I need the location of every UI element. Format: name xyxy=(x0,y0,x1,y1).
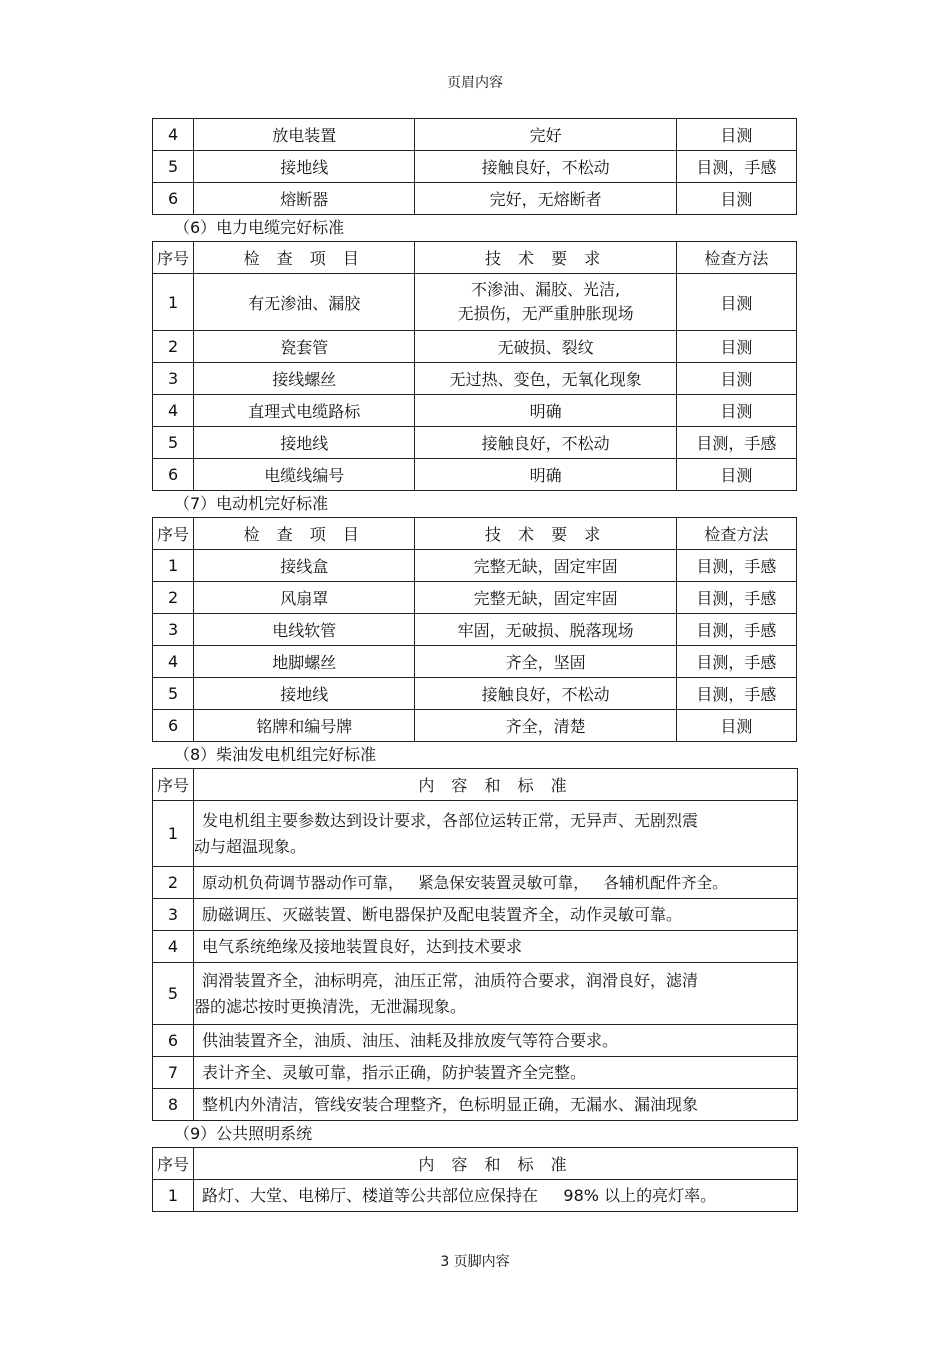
tech-requirement: 齐全，坚固 xyxy=(415,646,676,678)
row-number: 5 xyxy=(153,427,194,459)
row-number: 6 xyxy=(153,710,194,742)
header-no: 序号 xyxy=(153,518,194,550)
tech-requirement: 无过热、变色，无氧化现象 xyxy=(415,363,676,395)
table-row xyxy=(153,151,797,183)
table-row xyxy=(153,1057,798,1089)
check-method: 目测，手感 xyxy=(676,646,796,678)
table-row xyxy=(153,119,797,151)
table-row xyxy=(153,1180,798,1212)
check-item: 电缆线编号 xyxy=(194,459,415,491)
check-item: 风扇罩 xyxy=(194,582,415,614)
check-method: 目测 xyxy=(676,274,796,331)
check-method: 目测，手感 xyxy=(676,614,796,646)
table-row xyxy=(153,183,797,215)
row-number: 1 xyxy=(153,550,194,582)
header-no: 序号 xyxy=(153,242,194,274)
section-title-diesel-generator: （8）柴油发电机组完好标准 xyxy=(174,745,377,764)
row-number: 4 xyxy=(153,395,194,427)
section-title-public-lighting: （9）公共照明系统 xyxy=(174,1124,313,1143)
table-row xyxy=(153,614,797,646)
row-number: 4 xyxy=(153,931,194,963)
row-number: 5 xyxy=(153,151,194,183)
table-row xyxy=(153,331,797,363)
row-number: 2 xyxy=(153,582,194,614)
tech-requirement: 明确 xyxy=(415,395,676,427)
check-item: 接线盒 xyxy=(194,550,415,582)
tech-requirement: 完整无缺，固定牢固 xyxy=(415,550,676,582)
table-row xyxy=(153,363,797,395)
table-row xyxy=(153,582,797,614)
standard-content: 表计齐全、灵敏可靠，指示正确，防护装置齐全完整。 xyxy=(194,1057,798,1089)
table-row xyxy=(153,931,798,963)
row-number: 1 xyxy=(153,274,194,331)
tech-requirement: 接触良好，不松动 xyxy=(415,151,676,183)
table-row xyxy=(153,646,797,678)
section-title-cable: （6）电力电缆完好标准 xyxy=(174,218,345,237)
tech-requirement: 完好，无熔断者 xyxy=(415,183,676,215)
check-item: 地脚螺丝 xyxy=(194,646,415,678)
row-number: 5 xyxy=(153,678,194,710)
check-item: 铭牌和编号牌 xyxy=(194,710,415,742)
table-row xyxy=(153,427,797,459)
check-item: 熔断器 xyxy=(194,183,415,215)
row-number: 2 xyxy=(153,867,194,899)
table-cable-standard xyxy=(152,241,797,491)
header-content: 内 容 和 标 准 xyxy=(194,769,798,801)
header-item: 检 查 项 目 xyxy=(194,242,415,274)
requirement-line: 不渗油、漏胶、光洁, xyxy=(471,280,621,299)
row-number: 4 xyxy=(153,646,194,678)
content-line: 动与超温现象。 xyxy=(194,836,307,856)
tech-requirement xyxy=(415,274,676,331)
row-number: 8 xyxy=(153,1089,194,1121)
row-number: 4 xyxy=(153,119,194,151)
check-item: 有无渗油、漏胶 xyxy=(194,274,415,331)
table-diesel-generator-standard xyxy=(152,768,798,1121)
tech-requirement: 完好 xyxy=(415,119,676,151)
header-no: 序号 xyxy=(153,769,194,801)
content-line: 器的滤芯按时更换清洗，无泄漏现象。 xyxy=(194,996,467,1016)
check-method: 目测 xyxy=(676,183,796,215)
header-requirement: 技 术 要 求 xyxy=(415,518,676,550)
check-method: 目测，手感 xyxy=(676,550,796,582)
check-method: 目测 xyxy=(676,395,796,427)
check-method: 目测 xyxy=(676,459,796,491)
tech-requirement: 明确 xyxy=(415,459,676,491)
table-header-row xyxy=(153,242,797,274)
standard-content xyxy=(194,963,798,1025)
content-line: 润滑装置齐全，油标明亮，油压正常，油质符合要求，润滑良好，滤清 xyxy=(202,970,699,990)
table-row xyxy=(153,899,798,931)
table-row xyxy=(153,801,798,867)
standard-content: 励磁调压、灭磁装置、断电器保护及配电装置齐全，动作灵敏可靠。 xyxy=(194,899,798,931)
standard-content: 供油装置齐全，油质、油压、油耗及排放废气等符合要求。 xyxy=(194,1025,798,1057)
table-header-row xyxy=(153,518,797,550)
tech-requirement: 完整无缺，固定牢固 xyxy=(415,582,676,614)
content-line: 发电机组主要参数达到设计要求，各部位运转正常，无异声、无剧烈震 xyxy=(202,810,699,830)
row-number: 3 xyxy=(153,614,194,646)
table-row xyxy=(153,963,798,1025)
row-number: 6 xyxy=(153,459,194,491)
table-row xyxy=(153,1089,798,1121)
row-number: 1 xyxy=(153,1180,194,1212)
table-row xyxy=(153,1025,798,1057)
page-footer: 3 页脚内容 xyxy=(440,1254,510,1270)
check-item: 接地线 xyxy=(194,427,415,459)
tech-requirement: 牢固，无破损、脱落现场 xyxy=(415,614,676,646)
check-method: 目测，手感 xyxy=(676,678,796,710)
check-item: 接地线 xyxy=(194,151,415,183)
check-item: 电线软管 xyxy=(194,614,415,646)
row-number: 6 xyxy=(153,183,194,215)
table-row xyxy=(153,550,797,582)
header-requirement: 技 术 要 求 xyxy=(415,242,676,274)
check-method: 目测 xyxy=(676,363,796,395)
header-method: 检查方法 xyxy=(676,518,796,550)
table-row xyxy=(153,459,797,491)
tech-requirement: 齐全，清楚 xyxy=(415,710,676,742)
requirement-line: 无损伤，无严重肿胀现场 xyxy=(457,304,634,323)
table-motor-standard xyxy=(152,517,797,742)
standard-content: 电气系统绝缘及接地装置良好，达到技术要求 xyxy=(194,931,798,963)
tech-requirement: 接触良好，不松动 xyxy=(415,427,676,459)
table-header-row xyxy=(153,1148,798,1180)
check-method: 目测，手感 xyxy=(676,427,796,459)
header-method: 检查方法 xyxy=(676,242,796,274)
row-number: 3 xyxy=(153,363,194,395)
table-row xyxy=(153,867,798,899)
table-row xyxy=(153,274,797,331)
standard-content: 路灯、大堂、电梯厅、楼道等公共部位应保持在 98% 以上的亮灯率。 xyxy=(194,1180,798,1212)
document-content xyxy=(152,118,797,1212)
standard-content xyxy=(194,801,798,867)
check-method: 目测 xyxy=(676,710,796,742)
check-item: 直理式电缆路标 xyxy=(194,395,415,427)
standard-content: 整机内外清洁，管线安装合理整齐，色标明显正确，无漏水、漏油现象 xyxy=(194,1089,798,1121)
check-item: 瓷套管 xyxy=(194,331,415,363)
row-number: 1 xyxy=(153,801,194,867)
section-title-motor: （7）电动机完好标准 xyxy=(174,494,329,513)
check-item: 放电装置 xyxy=(194,119,415,151)
check-method: 目测 xyxy=(676,331,796,363)
tech-requirement: 无破损、裂纹 xyxy=(415,331,676,363)
table-row xyxy=(153,710,797,742)
table-header-row xyxy=(153,769,798,801)
header-content: 内 容 和 标 准 xyxy=(194,1148,798,1180)
table-public-lighting-standard xyxy=(152,1147,798,1212)
check-item: 接线螺丝 xyxy=(194,363,415,395)
check-item: 接地线 xyxy=(194,678,415,710)
table-row xyxy=(153,395,797,427)
header-item: 检 查 项 目 xyxy=(194,518,415,550)
header-no: 序号 xyxy=(153,1148,194,1180)
check-method: 目测 xyxy=(676,119,796,151)
standard-content: 原动机负荷调节器动作可靠， 紧急保安装置灵敏可靠， 各辅机配件齐全。 xyxy=(194,867,798,899)
row-number: 3 xyxy=(153,899,194,931)
row-number: 6 xyxy=(153,1025,194,1057)
row-number: 2 xyxy=(153,331,194,363)
check-method: 目测，手感 xyxy=(676,582,796,614)
table-continuation xyxy=(152,118,797,215)
row-number: 5 xyxy=(153,963,194,1025)
tech-requirement: 接触良好，不松动 xyxy=(415,678,676,710)
check-method: 目测，手感 xyxy=(676,151,796,183)
row-number: 7 xyxy=(153,1057,194,1089)
page-header: 页眉内容 xyxy=(447,75,503,91)
table-row xyxy=(153,678,797,710)
